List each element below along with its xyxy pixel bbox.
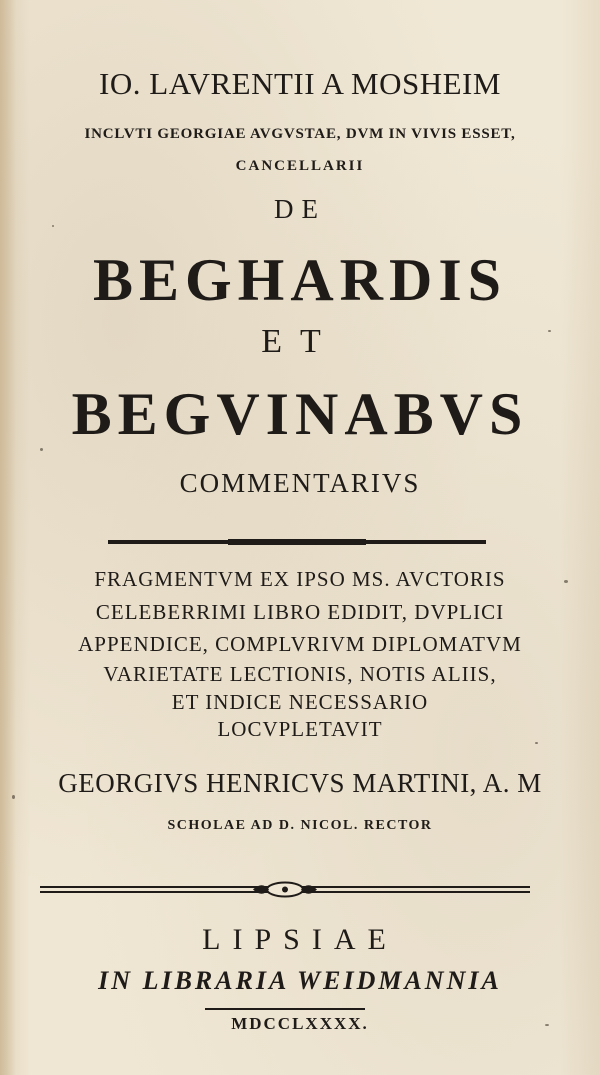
author-name: IO. LAVRENTII A MOSHEIM [99, 66, 501, 101]
imprint-place: LIPSIAE [202, 923, 398, 956]
description-line: FRAGMENTVM EX IPSO MS. AVCTORIS [94, 567, 506, 591]
paper-speck [40, 448, 43, 451]
author-office: CANCELLARII [235, 158, 365, 174]
description-line: VARIETATE LECTIONIS, NOTIS ALIIS, [103, 662, 497, 686]
year-rule [205, 1008, 365, 1010]
paper-speck [535, 742, 538, 744]
title-line-beguinabus: BEGVINABVS [71, 381, 529, 447]
description-line: LOCVPLETAVIT [217, 717, 383, 741]
paper-speck [564, 580, 568, 583]
author-epithet: INCLVTI GEORGIAE AVGVSTAE, DVM IN VIVIS ESSET, [84, 126, 516, 142]
description-line: CELEBERRIMI LIBRO EDIDIT, DVPLICI [95, 600, 505, 624]
paper-speck [12, 795, 15, 799]
description-line: APPENDICE, COMPLVRIVM DIPLOMATVM [78, 632, 522, 656]
description-line: ET INDICE NECESSARIO [171, 690, 429, 714]
paper-speck [545, 1024, 549, 1026]
paper-speck [52, 225, 54, 227]
paper-speck [548, 330, 551, 332]
ornamental-rule [40, 878, 530, 900]
editor-role: SCHOLAE AD D. NICOL. RECTOR [167, 818, 433, 833]
title-divider-rule [108, 540, 486, 544]
imprint-year: MDCCLXXXX. [231, 1014, 369, 1033]
editor-name: GEORGIVS HENRICVS MARTINI, A. M [58, 768, 542, 798]
imprint-publisher: IN LIBRARIA WEIDMANNIA [98, 966, 502, 995]
title-preposition: DE [274, 194, 326, 224]
title-conjunction: ET [261, 323, 339, 360]
subtitle: COMMENTARIVS [179, 468, 421, 498]
title-line-beghardis: BEGHARDIS [92, 247, 508, 313]
